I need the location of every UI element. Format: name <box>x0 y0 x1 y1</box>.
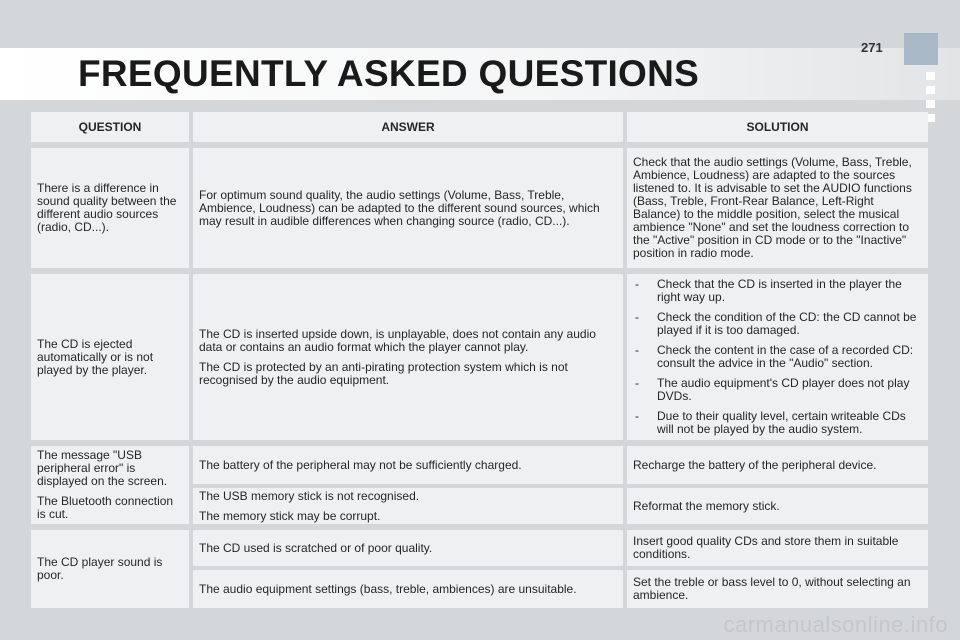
solution-text: Reformat the memory stick. <box>633 498 780 513</box>
solution-list-item: - Due to their quality level, certain writeable CDs will not be played by the audio system. <box>633 410 922 436</box>
solution-text: Recharge the battery of the peripheral device. <box>633 457 877 472</box>
answer-cell <box>193 274 623 440</box>
watermark: carmanualsonline.info <box>723 612 948 637</box>
question-text: The CD is ejected automatically or is not played by the player. <box>37 336 154 377</box>
corner-square-decoration <box>926 72 935 80</box>
question-cell <box>31 446 189 524</box>
solution-cell <box>627 530 928 566</box>
solution-cell <box>627 446 928 484</box>
solution-list-item: - Check the condition of the CD: the CD cannot be played if it is too damaged. <box>633 311 922 337</box>
answer-text: The CD is inserted upside down, is unplayable, does not contain any audio data or contains an audio format which the player cannot play. <box>199 326 596 354</box>
column-header-solution: SOLUTION <box>627 112 928 142</box>
solution-cell <box>627 274 928 440</box>
answer-text: For optimum sound quality, the audio settings (Volume, Bass, Treble, Ambience, Loudness) can be adapted to the different sound sources, which may result in audible differences when changing source (radio, CD...). <box>199 187 600 228</box>
solution-list-item: - The audio equipment's CD player does not play DVDs. <box>633 377 922 403</box>
column-header-answer: ANSWER <box>193 112 623 142</box>
solution-list-item: - Check the content in the case of a recorded CD: consult the advice in the "Audio" section. <box>633 344 922 370</box>
question-cell <box>31 274 189 440</box>
corner-square-decoration <box>904 33 938 65</box>
solution-text: Set the treble or bass level to 0, without selecting an ambience. <box>633 575 911 602</box>
solution-cell <box>627 488 928 524</box>
question-text: The Bluetooth connection is cut. <box>37 494 174 521</box>
solution-text: Insert good quality CDs and store them in suitable conditions. <box>633 534 899 561</box>
corner-square-decoration <box>926 100 935 108</box>
solution-list-item: - Check that the CD is inserted in the player the right way up. <box>633 278 922 304</box>
column-header-question: QUESTION <box>31 112 189 142</box>
question-text: The CD player sound is poor. <box>37 555 163 582</box>
answer-text: The battery of the peripheral may not be sufficiently charged. <box>199 457 522 472</box>
page-title: FREQUENTLY ASKED QUESTIONS <box>78 53 700 94</box>
question-cell <box>31 148 189 268</box>
answer-cell <box>193 446 623 484</box>
solution-cell <box>627 570 928 608</box>
answer-text: The CD used is scratched or of poor quality. <box>199 540 433 555</box>
solution-list <box>633 278 922 436</box>
solution-cell <box>627 148 928 268</box>
answer-cell <box>193 530 623 566</box>
question-text: There is a difference in sound quality between the different audio sources (radio, CD...). <box>37 181 177 234</box>
corner-square-decoration <box>926 86 935 94</box>
answer-cell <box>193 148 623 268</box>
solution-text: Check that the audio settings (Volume, Bass, Treble, Ambience, Loudness) are adapted to the sources listened to. It is advisable to set the AUDIO functions (Bass, Treble, Front-Rear Balance, Left-Right Balance) to the middle position, select the musical ambience "None" and set the loudness correction to the "Active" position in CD mode or to the "Inactive" position in radio mode. <box>633 155 912 260</box>
answer-text: The audio equipment settings (bass, treble, ambiences) are unsuitable. <box>199 581 577 596</box>
answer-cell <box>193 570 623 608</box>
answer-text: The memory stick may be corrupt. <box>199 508 381 523</box>
answer-text: The CD is protected by an anti-pirating protection system which is not recognised by the audio equipment. <box>199 359 568 387</box>
question-text: The message "USB peripheral error" is displayed on the screen. <box>37 448 168 488</box>
page-number: 271 <box>861 40 883 55</box>
answer-text: The USB memory stick is not recognised. <box>199 488 420 503</box>
question-cell <box>31 530 189 608</box>
answer-cell <box>193 488 623 524</box>
